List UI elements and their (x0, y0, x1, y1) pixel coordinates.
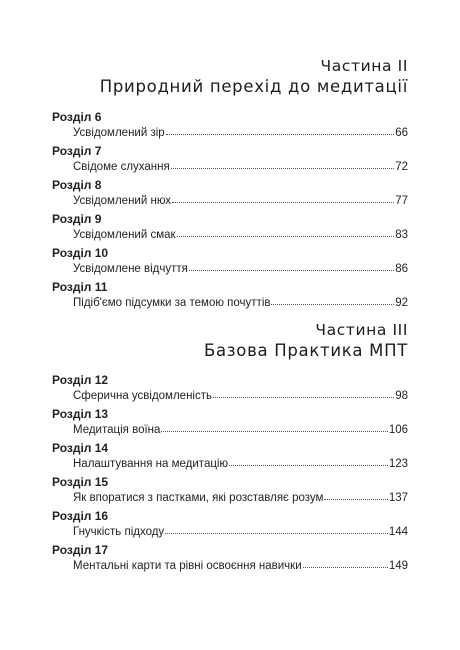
dot-leader (166, 134, 395, 135)
entry-title: Усвідомлений зір (73, 127, 165, 139)
toc-entry[interactable] (73, 160, 408, 175)
chapter-label: Розділ 14 (52, 441, 109, 455)
chapter-label: Розділ 16 (52, 509, 109, 523)
dot-leader (271, 304, 394, 305)
dot-leader (229, 465, 388, 466)
entry-page: 98 (395, 390, 408, 402)
entry-title: Підіб'ємо підсумки за темою почуттів (73, 297, 271, 309)
chapter-label: Розділ 6 (52, 110, 102, 124)
chapter-label: Розділ 9 (52, 212, 102, 226)
entry-title: Гнучкість підходу (73, 526, 165, 538)
toc-entry[interactable] (73, 457, 408, 472)
part-3-number: Частина ІІІ (315, 321, 408, 339)
chapter-label: Розділ 12 (52, 373, 109, 387)
dot-leader (324, 499, 387, 500)
entry-page: 144 (388, 526, 408, 538)
entry-title: Усвідомлене відчуття (73, 263, 188, 275)
entry-page: 92 (395, 297, 408, 309)
entry-page: 137 (388, 492, 408, 504)
dot-leader (303, 567, 388, 568)
part-2-number: Частина ІІ (320, 57, 408, 75)
entry-title: Ментальні карти та рівні освоєння навички (73, 560, 302, 572)
toc-entry[interactable] (73, 491, 408, 506)
toc-entry[interactable] (73, 194, 408, 209)
part-2-heading (100, 56, 408, 98)
toc-entry[interactable] (73, 389, 408, 404)
entry-page: 123 (388, 458, 408, 470)
toc-entry[interactable] (73, 559, 408, 574)
part-2-title: Природний перехід до медитації (99, 77, 408, 96)
dot-leader (161, 431, 387, 432)
dot-leader (177, 236, 395, 237)
part-3-heading (204, 320, 408, 362)
entry-title: Усвідомлений смак (73, 229, 176, 241)
entry-title: Медитація воїна (73, 424, 161, 436)
toc-entry[interactable] (73, 423, 408, 438)
dot-leader (171, 168, 394, 169)
toc-entry[interactable] (73, 296, 408, 311)
entry-page: 83 (395, 229, 408, 241)
toc-entry[interactable] (73, 262, 408, 277)
entry-page: 66 (395, 127, 408, 139)
dot-leader (172, 202, 394, 203)
entry-page: 72 (395, 161, 408, 173)
entry-page: 77 (395, 195, 408, 207)
toc-entry[interactable] (73, 228, 408, 243)
chapter-label: Розділ 13 (52, 407, 109, 421)
entry-title: Свідоме слухання (73, 161, 170, 173)
toc-entry[interactable] (73, 126, 408, 141)
entry-page: 149 (388, 560, 408, 572)
part-3-toc (52, 370, 408, 574)
chapter-label: Розділ 15 (52, 475, 109, 489)
chapter-label: Розділ 11 (52, 280, 108, 294)
dot-leader (213, 397, 394, 398)
entry-title: Усвідомлений нюх (73, 195, 172, 207)
dot-leader (165, 533, 388, 534)
entry-page: 86 (395, 263, 408, 275)
part-2-toc (52, 107, 408, 311)
chapter-label: Розділ 10 (52, 246, 109, 260)
toc-entry[interactable] (73, 525, 408, 540)
chapter-label: Розділ 7 (52, 144, 102, 158)
dot-leader (189, 270, 394, 271)
entry-page: 106 (388, 424, 408, 436)
entry-title: Налаштування на медитацію (73, 458, 229, 470)
chapter-label: Розділ 8 (52, 178, 102, 192)
chapter-label: Розділ 17 (52, 543, 109, 557)
entry-title: Сферична усвідомленість (73, 390, 212, 402)
part-3-title: Базова Практика МПТ (203, 341, 408, 360)
entry-title: Як впоратися з пастками, які розставляє розум (73, 492, 324, 504)
